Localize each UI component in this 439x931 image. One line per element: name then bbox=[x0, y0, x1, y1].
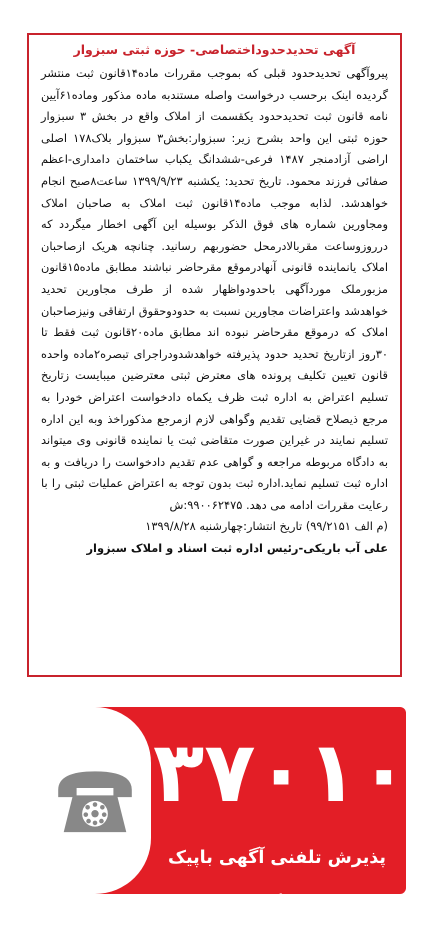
notice-title: آگهی تحدیدحدوداختصاصی- حوزه ثبتی سبزوار bbox=[73, 42, 356, 57]
notice-signature: علی آب باریکی-رئیس اداره ثبت اسناد و املاک سبزوار bbox=[86, 541, 388, 556]
notice-body: پیروآگهی تحدیدحدود قبلی که بموجب مقررات ماده۱۴قانون ثبت منتشر گردیده اینک برحسب درخواست واصله مستندبه ماده مذکور وماده۶۱آیین نامه قانون ثبت تحدیدحدود یکقسمت از املاک واقع در بخش ۳ سبزوار حوزه ثبتی این واحد بشرح زیر: سبزوار:بخش۳ سبزوار بلاک۱۷۸ اصلی اراضی آزادمنجر ۱۴۸۷ فرعی-ششدانگ یکباب ساختمان دامداری-اعظم صفائی فرزند محمود. تاریخ تحدید: یکشنبه ۱۳۹۹/۹/۲۳ ساعت۸صبح انجام خواهدشد. لذابه موجب ماده۱۴قانون ثبت املاک به صاحبان املاک ومجاورین شماره های فوق الذکر بوسیله این آگهی اخطار میگردد که درروزوساعت مقربالادرمحل حضوربهم رسانید. چنانچه هریک ازصاحبان املاک یانماینده قانونی آنهادرموقع مقرحاضر نباشند مطابق ماده۱۵قانون مزبورملک موردآگهی باحدودواظهار شده از طرف مجاورین تحدید خواهدشد واعتراضات مجاورین نسبت به حدودوحقوق ارتفاقی ونیزصاحبان املاک که درموقع مقرحاضر نبوده اند مطابق ماده۲۰قانون ثبت فقط تا ۳۰روز ازتاریخ تحدید حدود پذیرفته خواهدشدودراجرای تبصره۲ماده واحده قانون تعیین تکلیف پرونده های معترض ثبتی معترضین میبایست زتاریخ تسلیم اعتراض به اداره ثبت ظرف یکماه دادخواست اعتراض خودرا به مرجع ذیصلاح قضایی تقدیم وگواهی لازم ازمرجع مذکوراخذ وبه این اداره تسلیم نمایند در غیراین صورت متقاضی ثبت یا نماینده قانونی وی میتواند به دادگاه مربوطه مراجعه و گواهی عدم تقدیم دادخواست را دریافت و به اداره ثبت تسلیم نماید.اداره ثبت بدون توجه به اعتراض عملیات ثبتی را با رعایت مقررات ادامه می دهد. ۹۹۰۰۶۲۴۷۵:ش bbox=[41, 66, 388, 512]
phone-ad-banner bbox=[33, 707, 410, 914]
phone-panel bbox=[33, 707, 151, 894]
ad-slogan: پذیرش تلفنی آگهی باپیک رایگان bbox=[168, 848, 386, 914]
telephone-icon bbox=[49, 753, 141, 845]
ad-phone-number: ۳۷۰۱۰ bbox=[153, 723, 410, 821]
notice-reference: (م الف ۹۹/۲۱۵۱) تاریخ انتشار:چهارشنبه ۱۳۹۹/۸/۲۸ bbox=[145, 519, 388, 534]
legal-notice bbox=[27, 33, 402, 677]
